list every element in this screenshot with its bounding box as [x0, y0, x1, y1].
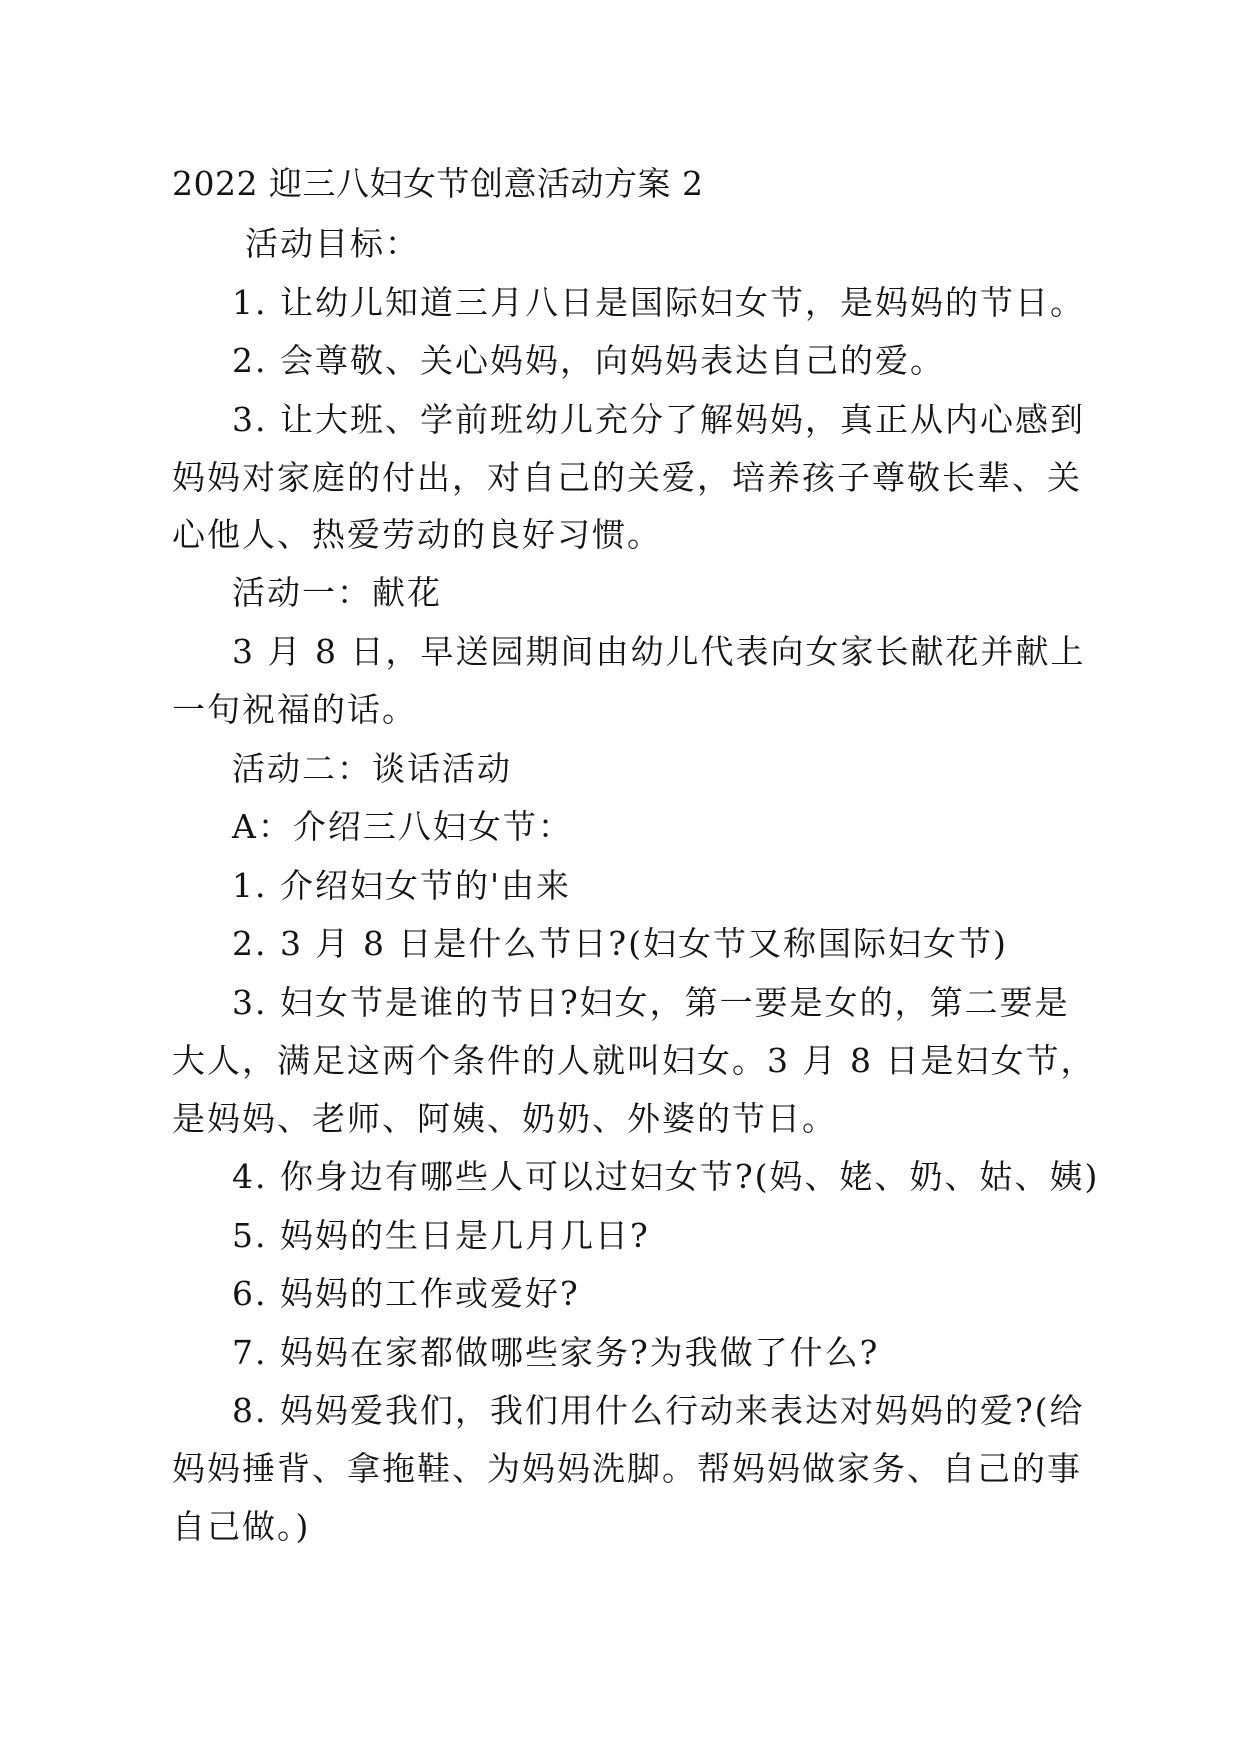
section-a-heading: A：介绍三八妇女节： [232, 807, 573, 846]
question-item-4: 4. 你身边有哪些人可以过妇女节?(妈、姥、奶、姑、姨) [232, 1157, 1100, 1196]
question-item-5: 5. 妈妈的生日是几月几日? [232, 1216, 650, 1255]
question-item-6: 6. 妈妈的工作或爱好? [232, 1274, 580, 1313]
activity-1-body-line-2: 一句祝福的话。 [172, 690, 417, 729]
goal-item-1: 1. 让幼儿知道三月八日是国际妇女节，是妈妈的节日。 [232, 283, 1085, 322]
question-item-3-line-3: 是妈妈、老师、阿姨、奶奶、外婆的节日。 [172, 1099, 837, 1138]
document-title: 2022 迎三八妇女节创意活动方案 2 [172, 164, 704, 203]
goal-item-3-line-3: 心他人、热爱劳动的良好习惯。 [172, 515, 662, 554]
question-item-7: 7. 妈妈在家都做哪些家务?为我做了什么? [232, 1333, 880, 1372]
question-item-3-line-1: 3. 妇女节是谁的节日?妇女，第一要是女的，第二要是 [232, 983, 1070, 1022]
goal-item-2: 2. 会尊敬、关心妈妈，向妈妈表达自己的爱。 [232, 341, 945, 380]
goal-item-3-line-1: 3. 让大班、学前班幼儿充分了解妈妈，真正从内心感到 [232, 400, 1085, 439]
question-item-2: 2. 3 月 8 日是什么节日?(妇女节又称国际妇女节) [232, 924, 1008, 963]
question-item-8-line-1: 8. 妈妈爱我们，我们用什么行动来表达对妈妈的爱?(给 [232, 1391, 1085, 1430]
question-item-8-line-3: 自己做。) [172, 1507, 311, 1546]
question-item-1: 1. 介绍妇女节的'由来 [232, 866, 572, 905]
question-item-3-line-2: 大人，满足这两个条件的人就叫妇女。3 月 8 日是妇女节， [172, 1041, 1096, 1080]
question-item-8-line-2: 妈妈捶背、拿拖鞋、为妈妈洗脚。帮妈妈做家务、自己的事 [172, 1449, 1082, 1488]
goals-heading: 活动目标： [245, 224, 420, 263]
activity-2-heading: 活动二：谈话活动 [232, 749, 512, 788]
goal-item-3-line-2: 妈妈对家庭的付出，对自己的关爱，培养孩子尊敬长辈、关 [172, 458, 1082, 497]
activity-1-heading: 活动一：献花 [232, 573, 442, 612]
activity-1-body-line-1: 3 月 8 日，早送园期间由幼儿代表向女家长献花并献上 [232, 632, 1086, 671]
